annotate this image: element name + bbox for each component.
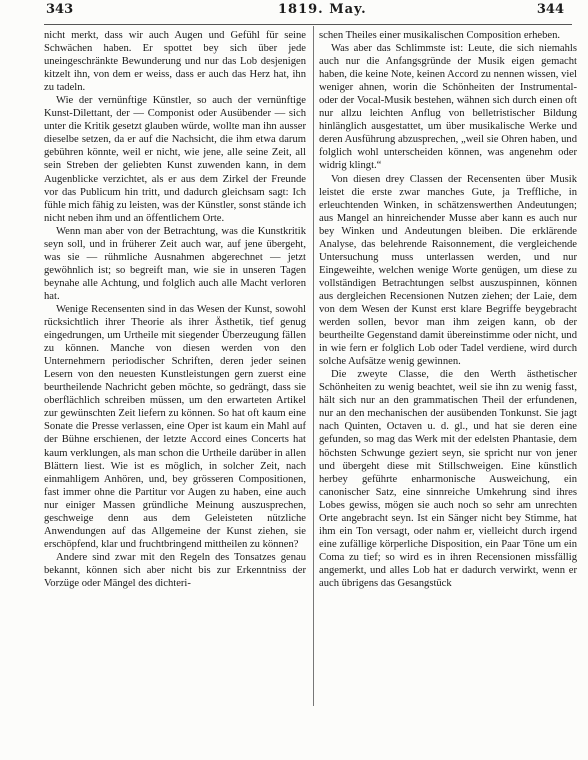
paragraph: nicht merkt, dass wir auch Augen und Gefühl für seine Schwächen haben. Er spottet bey sich über jede uneingeschränkte Bewunderung und nur das Lob desjenigen kitzelt ihn, von dem er weiss, dass er auch das Herz hat, ihn zu tadeln. [44, 30, 306, 94]
paragraph: Wenn man aber von der Betrachtung, was die Kunstkritik seyn soll, und in früherer Zeit auch war, auf jene übergeht, was sie — rühmliche Ausnahmen abgerechnet — jetzt gewöhnlich ist; so begreift man, wie sie in unseren Tagen beynahe alle Achtung, und folglich auch alle Macht verloren hat. [44, 225, 306, 302]
paragraph: Andere sind zwar mit den Regeln des Tonsatzes genau bekannt, können sich aber nicht bis zur Erkenntniss der Vorzüge oder Mängel des dichteri- [44, 551, 306, 589]
page-header [40, 2, 572, 22]
paragraph: Die zweyte Classe, die den Werth ästhetischer Schönheiten zu wenig beachtet, weil sie ihn zu wenig fasst, hält sich nur an den grammatischen Theil der erfundenen, nur an den mechanischen der ausübenden Tonkunst. Sie jagt nach Quinten, Octaven u. d. gl., und hat sie deren eine gefunden, so mag das Werk mit der edelsten Phantasie, dem höchsten Schwunge geziert seyn, sie spricht nur von jener und übergeht diese mit Stillschweigen. Eine künstlich herbey geführte enharmonische Ausweichung, ein canonischer Satz, eine sinnreiche Umkehrung sind ihres Lobes gewiss, mögen sie auch noch so sehr am unrechten Orte angebracht seyn. Ist ein Sänger nicht bey Stimme, hat ihm ein Ton versagt, oder nahm er, vielleicht durch irgend eine zufällige körperliche Disposition, ein Paar Töne um ein Coma zu tief; so wird es in ihren Recensionen missfällig angemerkt, und alles Lob hat er dadurch verwirkt, wenn er auch übrigens das Gesangstück [319, 369, 577, 589]
paragraph: schen Theiles einer musikalischen Composition erheben. [319, 30, 561, 41]
running-title: 1819. May. [278, 2, 367, 17]
paragraph: Wie der vernünftige Künstler, so auch der vernünftige Kunst-Dilettant, der — Componist oder Ausübender — sich unter die Kritik gesetzt glauben würde, wollte man ihn ausser dieselbe setzen, da er auf die Nachsicht, die ihm etwa darum gebühren könnte, weil er nicht, wie jene, alle seine Zeit, all sein Streben der geliebten Kunst zuwenden kann, in dem Augenblicke verzichtet, als er aus dem Zirkel der Freunde vor das Publicum hin tritt, und dadurch gleichsam sagt: Ich fühle mich fähig zu leisten, was der Künstler, sonst stände ich nicht neben ihm und an öffentlichem Orte. [44, 95, 306, 224]
header-rule [44, 24, 572, 25]
column-divider [313, 26, 314, 706]
left-column [44, 29, 306, 709]
right-column [319, 29, 577, 709]
paragraph: Von diesen drey Classen der Recensenten über Musik leistet die erste zwar manches Gute, ja Treffliche, in erleuchtenden Winken, in schätzenswerthen Andeutungen; aus Mangel an hinreichender Musse aber kann es auch nur bey Winken und Andeutungen bleiben. Die erklärende Analyse, das belehrende Raisonnement, die vergleichende Untersuchung muss unterlassen werden, und nur Eingeweihte, welchen wenige Worte genügen, um diese zu vollständigen Betrachtungen selbst auszuspinnen, können aus dergleichen Recensionen Nutzen ziehen; der Laie, dem von dem Wesen der Kunst erst klare Begriffe beygebracht werden sollen, bevor man ihm zeigen kann, ob der beurtheilte Gegenstand damit übereinstimme oder nicht, und in wie fern er folglich Lob oder Tadel verdiene, wird durch solche Aufsätze wenig gewinnen. [319, 173, 577, 368]
paragraph: Was aber das Schlimmste ist: Leute, die sich niemahls auch nur die Anfangsgründe der Musik eigen gemacht haben, die keine Note, keinen Accord zu nennen wissen, viel weniger ahnen, worin die Schönheiten der Instrumental- oder der Vocal-Musik bestehen, wähnen sich durch einen oft nur allzu leichten Anflug von belletristischer Bildung hinlänglich ausgestattet, um über musikalische Werke und deren Ausführung abzusprechen, „weil sie Ohren haben, und folglich wohl unterscheiden können, was angenehm oder widrig klingt.“ [319, 43, 577, 172]
page-number-right: 344 [536, 2, 564, 17]
paragraph: Wenige Recensenten sind in das Wesen der Kunst, sowohl rücksichtlich ihrer Theorie als ihrer Ästhetik, tief genug eingedrungen, um Urtheile mit siegender Überzeugung fällen zu können. Manche von diesen werden von den Unternehmern periodischer Schriften, deren jeder seinen Lesern von den neuesten Kunstleistungen gern zuerst eine beurtheilende Nachricht geben möchte, so gedrängt, dass sie oberflächlich schreiben müssen, um den erwarteten Artikel zur gewünschten Zeit liefern zu können. So hat oft kaum eine Sonate die Presse verlassen, eine Oper ist kaum ein Mahl auf der Bühne erschienen, der letzte Accord eines Concerts hat kaum verklungen, als man schon die Urtheile darüber in allen Blättern liest. Wie ist es möglich, in solcher Zeit, nach einmahligem Anhören, und, bey grösseren Compositionen, fast immer ohne die Partitur vor Augen zu haben, eine auch nur einiger Massen gründliche Meinung auszusprechen, geschweige denn aus dem Geleisteten nützliche Anwendungen auf das Allgemeine der Kunst ziehen, sie erschöpfend, klar und fruchtbringend mittheilen zu können? [44, 303, 306, 550]
page-number-left: 343 [46, 2, 74, 17]
